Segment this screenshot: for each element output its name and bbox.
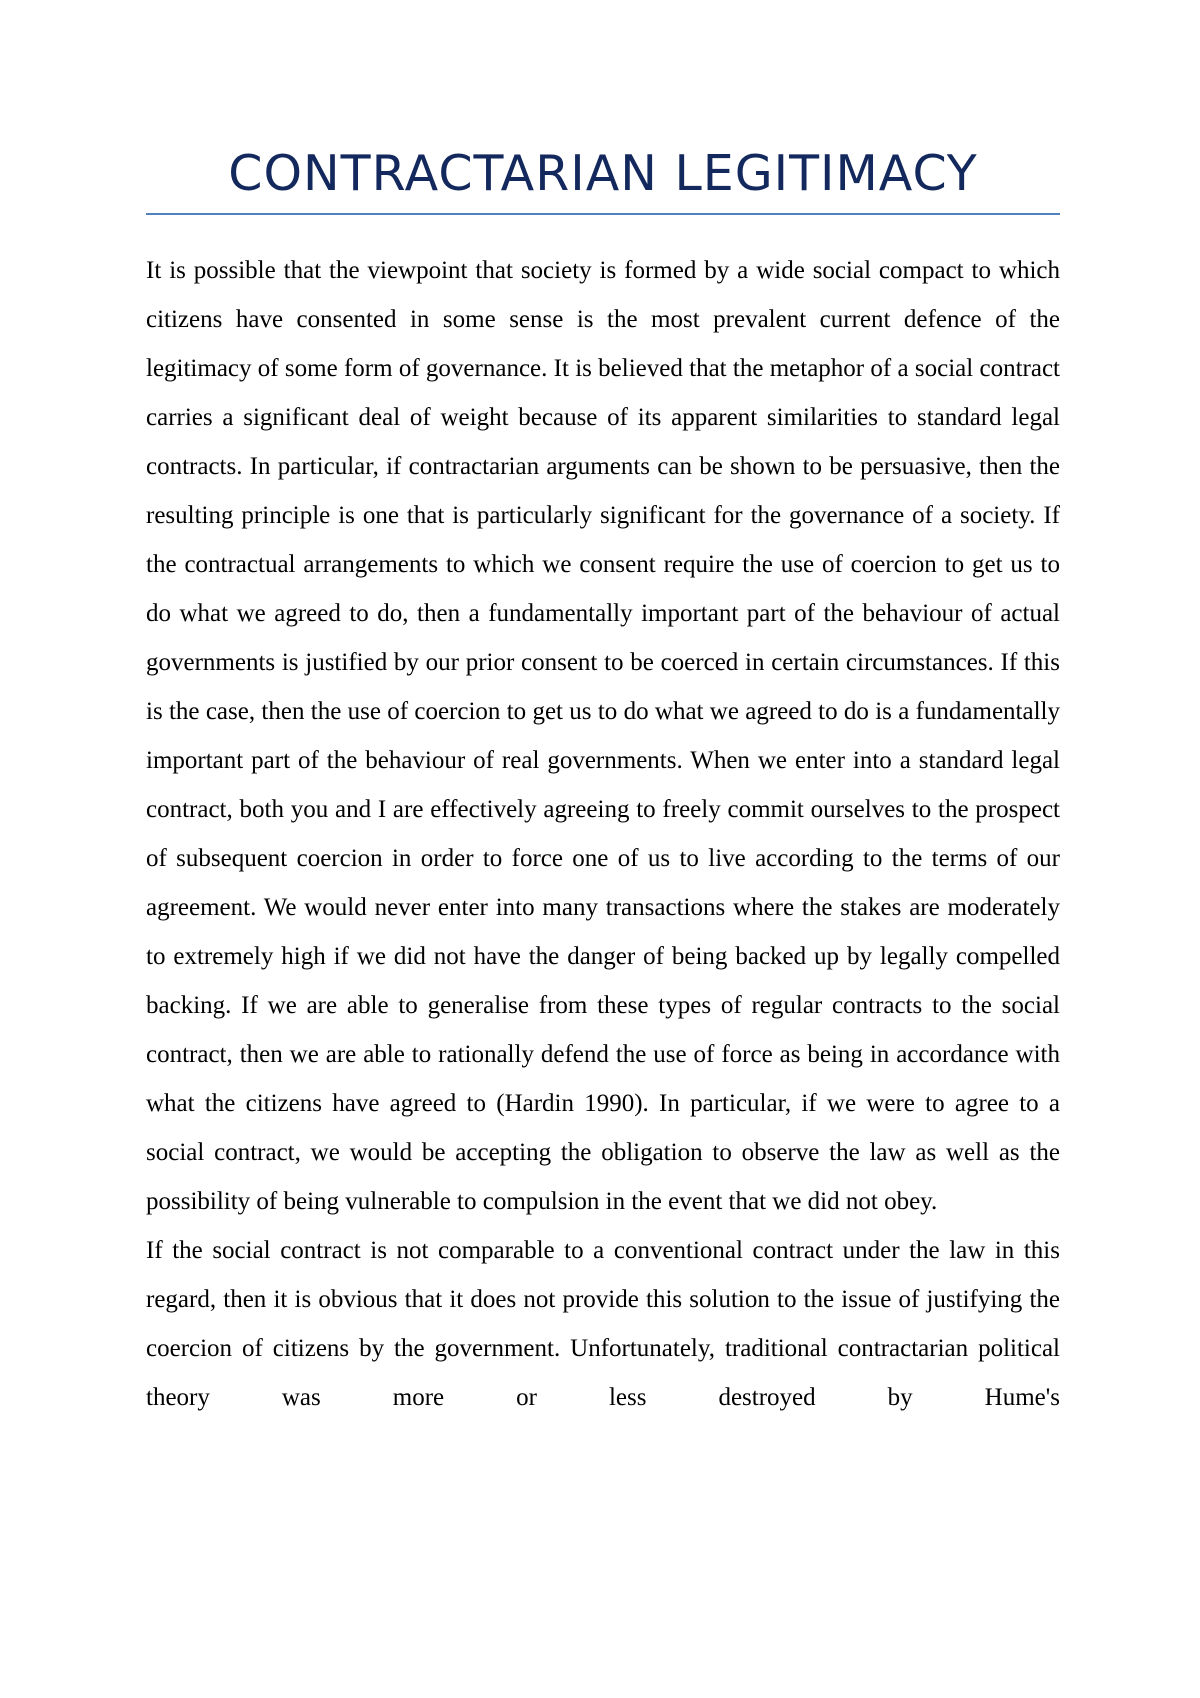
paragraph-1: It is possible that the viewpoint that society is formed by a wide social compact to which citizens have consented in some sense is the most prevalent current defence of the legitimacy of some form of governance. It is believed that the metaphor of a social contract carries a significant deal of weight because of its apparent similarities to standard legal contracts. In particular, if contractarian arguments can be shown to be persuasive, then the resulting principle is one that is particularly significant for the governance of a society. If the contractual arrangements to which we consent require the use of coercion to get us to do what we agreed to do, then a fundamentally important part of the behaviour of actual governments is justified by our prior consent to be coerced in certain circumstances. If this is the case, then the use of coercion to get us to do what we agreed to do is a fundamentally important part of the behaviour of real governments. When we enter into a standard legal contract, both you and I are effectively agreeing to freely commit ourselves to the prospect of subsequent coercion in order to force one of us to live according to the terms of our agreement. We would never enter into many transactions where the stakes are moderately to extremely high if we did not have the danger of being backed up by legally compelled backing. If we are able to generalise from these types of regular contracts to the social contract, then we are able to rationally defend the use of force as being in accordance with what the citizens have agreed to (Hardin 1990). In particular, if we were to agree to a social contract, we would be accepting the obligation to observe the law as well as the possibility of being vulnerable to compulsion in the event that we did not obey. — [146, 257, 1060, 1215]
title-underline — [146, 213, 1060, 215]
body-text — [146, 246, 1060, 1422]
paragraph-2: If the social contract is not comparable to a conventional contract under the law in this regard, then it is obvious that it does not provide this solution to the issue of justifying the coercion of citizens by the government. Unfortunately, traditional contractarian political theory was more or less destroyed by Hume's — [146, 1237, 1060, 1411]
page-title: CONTRACTARIAN LEGITIMACY — [228, 145, 978, 202]
